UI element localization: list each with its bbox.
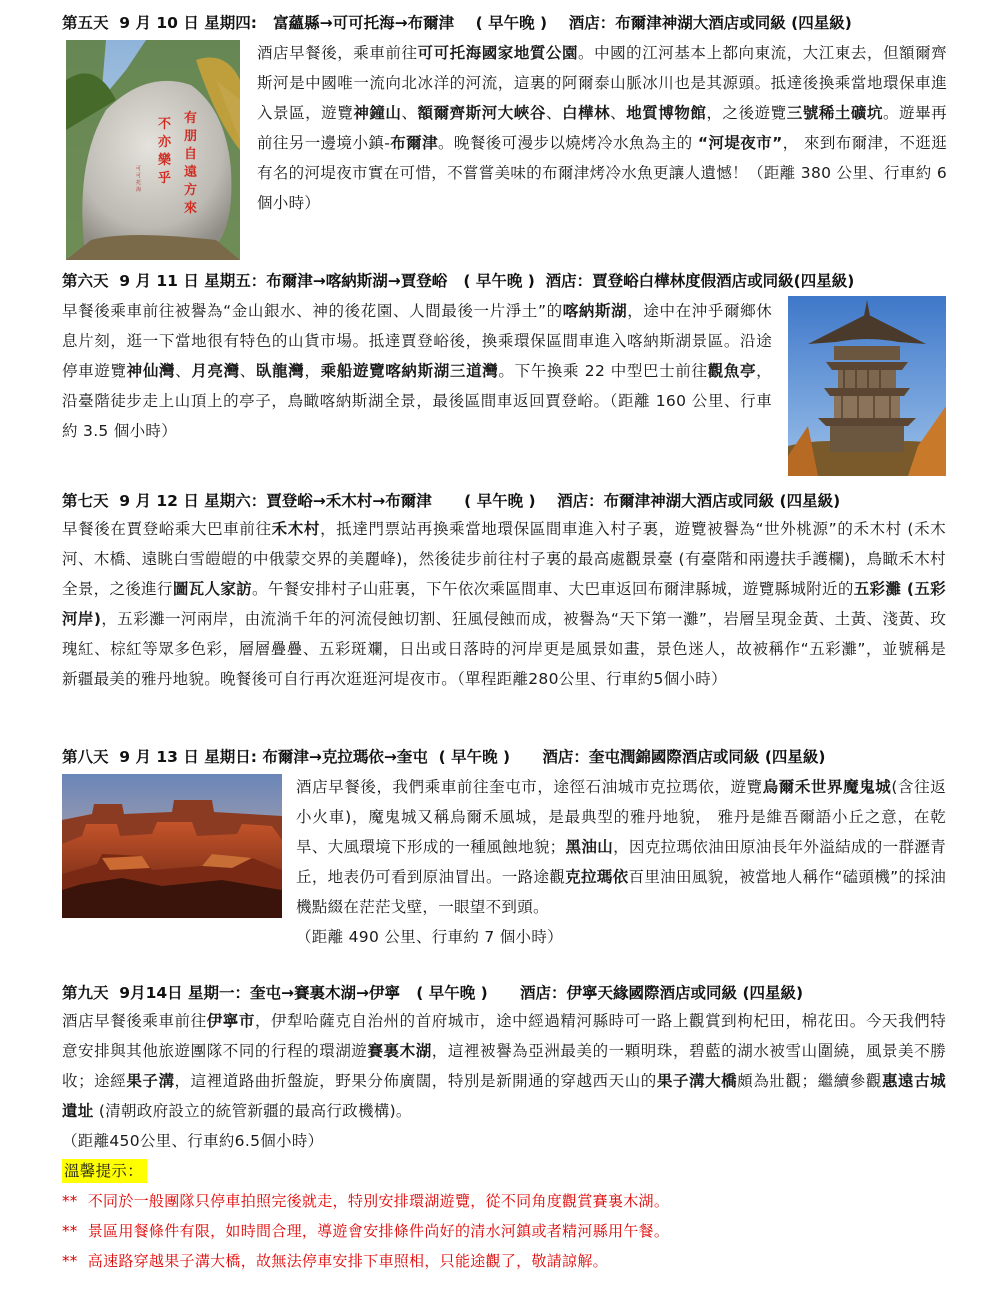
day8-header: 第八天 9 月 13 日 星期日: 布爾津→克拉瑪依→奎屯 ( 早午晚 ) 酒店：奎屯潤錦國際酒店或同級 (四星級) [62, 748, 826, 766]
fish-viewing-pavilion-image [788, 296, 946, 476]
yardang-landscape-illustration [62, 774, 282, 918]
day5-section [62, 12, 948, 216]
day7-section [62, 490, 948, 688]
day5-header: 第五天 9 月 10 日 星期四: 富蘊縣→可可托海→布爾津 ( 早午晚 ) 酒店：布爾津神湖大酒店或同級 (四星級) [62, 14, 852, 32]
tip-item: ** 高速路穿越果子溝大橋，故無法停車安排下車照相，只能途觀了，敬請諒解。 [62, 1252, 608, 1270]
day7-description: 早餐後在賈登峪乘大巴車前往禾木村，抵達門票站再換乘當地環保區間車進入村子裏，遊覽被譽為“世外桃源”的禾木村 (禾木河、木橋、遠眺白雪皚皚的中俄蒙交界的美麗峰)，然後徒步前往村子裏的最高處觀景臺 (有臺階和兩邊扶手護欄)，鳥瞰禾木村全景，之後進行圖瓦人家訪。午餐安排村子山莊裏，下午依次乘區間車、大巴車返回布爾津縣城，遊覽縣城附近的五彩灘 (五彩河岸)，五彩灘一河兩岸，由流淌千年的河流侵蝕切割、狂風侵蝕而成，被譽為“天下第一灘”，岩層呈現金黃、土黃、淺黃、玫瑰紅、棕紅等眾多色彩，層層疊疊、五彩斑斕，日出或日落時的河岸更是風景如畫，景色迷人，故被稱作“五彩灘”，並號稱是新疆最美的雅丹地貌。晚餐後可自行再次逛逛河堤夜市。（單程距離280公里、行車約5個小時） [62, 520, 947, 688]
day6-section [62, 270, 948, 440]
svg-text:海: 海 [136, 187, 142, 193]
day9-description: 酒店早餐後乘車前往伊寧市，伊犁哈薩克自治州的首府城市，途中經過精河縣時可一路上觀賞到枸杞田，棉花田。今天我們特意安排與其他旅遊團隊不同的行程的環湖遊賽裏木湖，這裡被譽為亞洲最美的一顆明珠，碧藍的湖水被雪山圍繞，風景美不勝收；途經果子溝，這裡道路曲折盤旋，野果分佈廣闊，特別是新開通的穿越西天山的果子溝大橋頗為壯觀；繼續參觀惠遠古城遺址 (清朝政府設立的統管新疆的最高行政機構)。 （距離450公里、行車約6.5個小時） 溫馨提示： ** 不同於一般團隊只停車拍照完後就走，特別安排環湖遊覽，從不同角度觀賞賽裏木湖。 ** 景區用餐條件有限，如時間合理，導遊會安排條件尚好的清水河鎮或者精河縣用午餐。 ** 高速路穿越果子溝大橋，故無法停車安排下車照相，只能途觀了，敬請諒解。 [62, 1006, 946, 1276]
pavilion-illustration [788, 296, 946, 476]
day6-header: 第六天 9 月 11 日 星期五：布爾津→喀納斯湖→賈登峪 ( 早午晚 ) 酒店：賈登峪白樺林度假酒店或同級(四星級) [62, 272, 855, 290]
svg-text:不: 不 [158, 117, 172, 132]
svg-text:亦: 亦 [158, 135, 172, 150]
day8-distance: （距離 490 公里、行車約 7 個小時） [296, 928, 563, 946]
day8-description: 酒店早餐後，我們乘車前往奎屯市，途徑石油城市克拉瑪依，遊覽烏爾禾世界魔鬼城(含往返小火車)，魔鬼城又稱烏爾禾風城，是最典型的雅丹地貌， 雅丹是維吾爾語小丘之意，在乾旱、大風環境下形成的一種風蝕地貌；黑油山，因克拉瑪依油田原油長年外溢結成的一群瀝青丘，地表仍可看到原油冒出。一路途觀克拉瑪依百里油田風貌，被當地人稱作“磕頭機”的採油機點綴在茫茫戈壁，一眼望不到頭。 （距離 490 公里、行車約 7 個小時） [296, 772, 946, 952]
stone-monument-illustration [66, 40, 240, 260]
day9-header: 第九天 9月14日 星期一：奎屯→賽裏木湖→伊寧 ( 早午晚 ) 酒店：伊寧天緣國際酒店或同級 (四星級) [62, 984, 804, 1002]
svg-text:方: 方 [184, 183, 198, 198]
tips-label: 溫馨提示： [62, 1159, 147, 1183]
day6-description: 早餐後乘車前往被譽為“金山銀水、神的後花園、人間最後一片淨土”的喀納斯湖，途中在沖乎爾鄉休息片刻，逛一下當地很有特色的山貨市場。抵達賈登峪後，換乘環保區間車進入喀納斯湖景區。沿途停車遊覽神仙灣、月亮灣、臥龍灣，乘船遊覽喀納斯湖三道灣。下午換乘 22 中型巴士前往觀魚亭，沿臺階徒步走上山頂上的亭子，鳥瞰喀納斯湖全景，最後區間車返回賈登峪。（距離 160 公里、行車約 3.5 個小時） [62, 302, 772, 440]
tip-item: ** 景區用餐條件有限，如時間合理，導遊會安排條件尚好的清水河鎮或者精河縣用午餐。 [62, 1222, 670, 1240]
svg-text:可: 可 [136, 166, 142, 172]
tip-item: ** 不同於一般團隊只停車拍照完後就走，特別安排環湖遊覽，從不同角度觀賞賽裏木湖。 [62, 1192, 670, 1210]
svg-text:有: 有 [184, 111, 198, 126]
day7-header: 第七天 9 月 12 日 星期六：賈登峪→禾木村→布爾津 ( 早午晚 ) 酒店：布爾津神湖大酒店或同級 (四星級) [62, 492, 841, 510]
svg-text:乎: 乎 [158, 171, 172, 186]
day8-section [62, 746, 948, 946]
day9-section [62, 982, 948, 1270]
svg-text:朋: 朋 [184, 129, 198, 144]
stone-monument-image [66, 40, 240, 260]
svg-text:自: 自 [184, 147, 198, 162]
day9-distance: （距離450公里、行車約6.5個小時） [62, 1132, 324, 1150]
svg-text:遠: 遠 [184, 165, 198, 180]
svg-text:來: 來 [184, 201, 198, 216]
svg-text:托: 托 [136, 180, 142, 186]
day5-description: 酒店早餐後，乘車前往可可托海國家地質公園。中國的江河基本上都向東流，大江東去，但額爾齊斯河是中國唯一流向北冰洋的河流，這裏的阿爾泰山脈冰川也是其源頭。抵達後換乘當地環保車進入景區，遊覽神鐘山、額爾齊斯河大峽谷、白樺林、地質博物館，之後遊覽三號稀土礦坑。遊畢再前往另一邊境小鎮-布爾津。晚餐後可漫步以燒烤冷水魚為主的 “河堤夜市”， 來到布爾津，不逛逛有名的河堤夜市實在可惜，不嘗嘗美味的布爾津烤冷水魚更讓人遺憾！（距離 380 公里、行車約 6 個小時） [257, 44, 947, 212]
svg-text:樂: 樂 [158, 153, 172, 168]
ghost-city-image [62, 774, 282, 918]
svg-text:可: 可 [136, 173, 142, 179]
